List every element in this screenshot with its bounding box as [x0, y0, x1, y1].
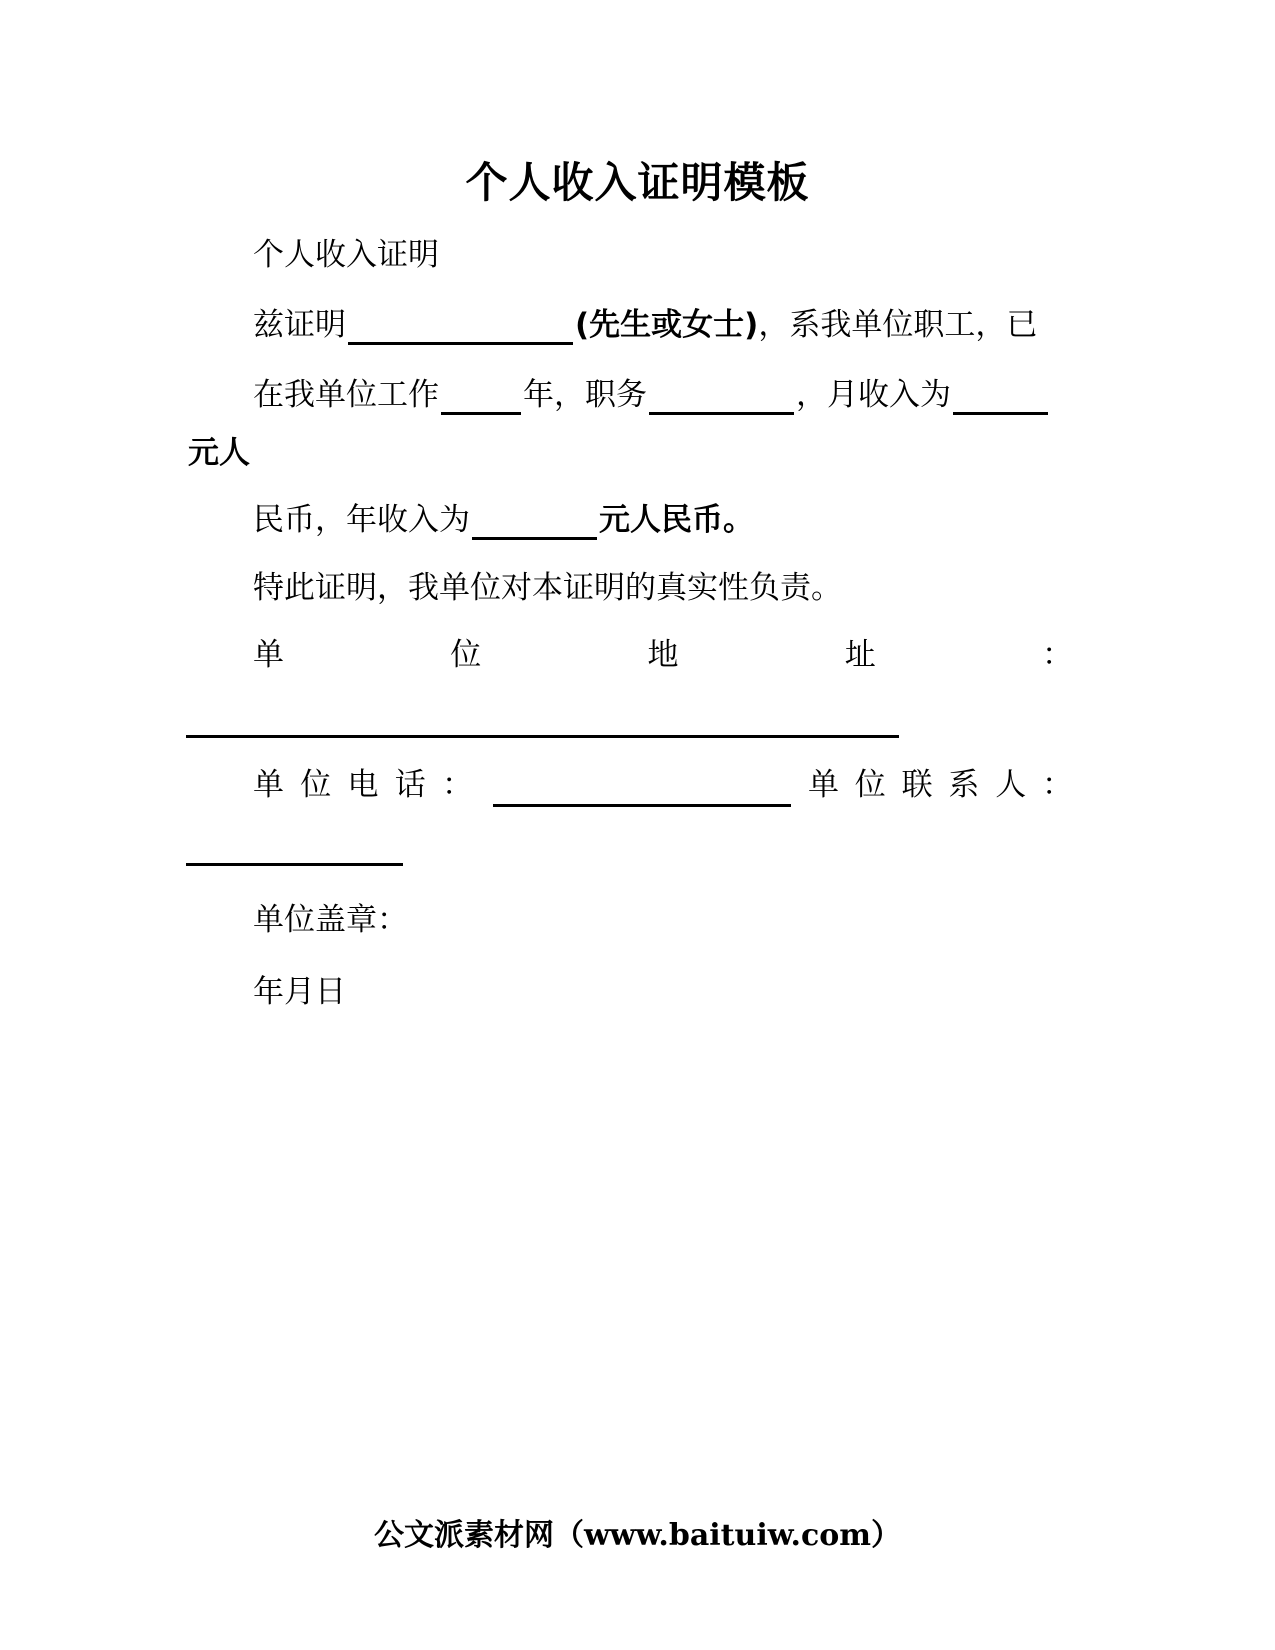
date-label: 年月日 — [253, 974, 346, 1010]
contact-char: 系 — [948, 767, 980, 803]
footer-watermark: 公文派素材网（www.baituiw.com） — [373, 1518, 902, 1553]
line2-income-month: ，月收入为 — [796, 377, 951, 413]
address-char: 地 — [647, 637, 679, 673]
phone-blank[interactable] — [493, 804, 791, 807]
contact-char: 联 — [901, 767, 933, 803]
address-blank[interactable] — [186, 735, 899, 738]
phone-char: 电 — [347, 767, 379, 803]
address-char: 单 — [253, 637, 284, 673]
years-blank[interactable] — [441, 382, 521, 415]
phone-label — [253, 765, 473, 805]
monthly-income-blank[interactable] — [953, 382, 1048, 415]
contact-char: 单 — [808, 767, 839, 803]
paragraph-line-1 — [253, 305, 1037, 345]
address-label — [253, 635, 1073, 675]
contact-char: ： — [1041, 767, 1073, 803]
phone-char: ： — [442, 767, 473, 803]
statement: 特此证明，我单位对本证明的真实性负责。 — [253, 570, 842, 606]
annual-income-blank[interactable] — [472, 507, 597, 540]
paragraph-line-3 — [253, 500, 754, 540]
phone-char: 位 — [300, 767, 332, 803]
line2-prefix: 在我单位工作 — [253, 377, 439, 413]
name-blank[interactable] — [348, 312, 573, 345]
seal-label: 单位盖章： — [253, 902, 408, 938]
contact-char: 位 — [854, 767, 886, 803]
contact-blank[interactable] — [186, 863, 403, 866]
line2-years: 年，职务 — [523, 377, 647, 413]
paragraph-line-2b: 元人 — [188, 435, 250, 471]
contact-char: 人 — [995, 767, 1027, 803]
address-char: ： — [1042, 637, 1073, 673]
address-char: 址 — [844, 637, 876, 673]
line3-prefix: 民币，年收入为 — [253, 502, 470, 538]
certificate-heading: 个人收入证明 — [253, 237, 439, 273]
phone-char: 单 — [253, 767, 284, 803]
phone-char: 话 — [394, 767, 426, 803]
contact-label — [808, 765, 1073, 805]
position-blank[interactable] — [649, 382, 794, 415]
paragraph-line-2 — [253, 375, 1050, 415]
line1-suffix: ，系我单位职工，已 — [758, 307, 1038, 343]
line3-suffix: 元人民币。 — [599, 502, 754, 538]
address-char: 位 — [450, 637, 482, 673]
gender-note: (先生或女士) — [575, 307, 759, 343]
line1-prefix: 兹证明 — [253, 307, 346, 343]
page-title: 个人收入证明模板 — [465, 158, 810, 207]
